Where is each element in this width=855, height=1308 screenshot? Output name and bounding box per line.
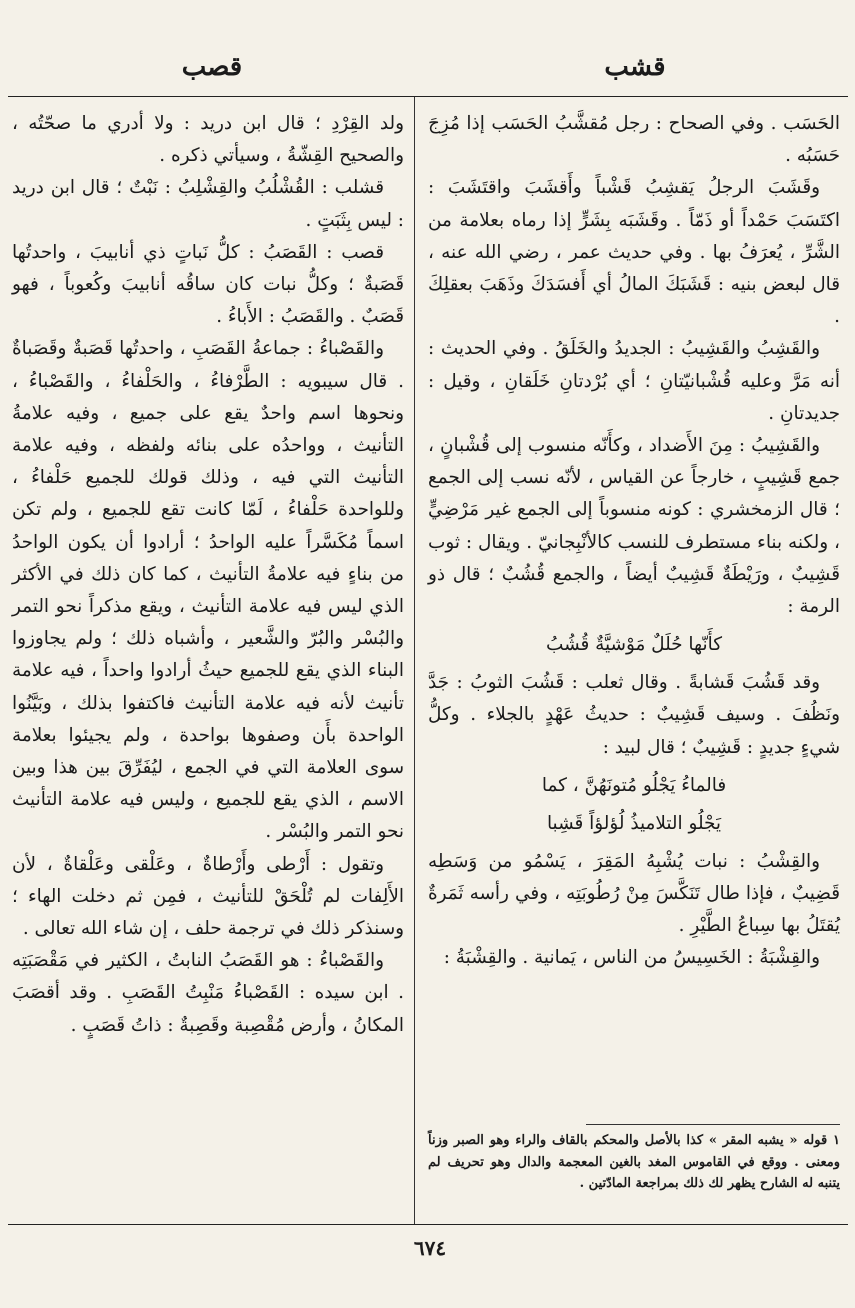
footnote-rule	[586, 1124, 840, 1125]
verse-line: كأَنّها حُلَلٌ مَوْشيَّةٌ قُشُبُ	[546, 634, 722, 656]
header-rule	[8, 96, 848, 97]
paragraph: والقَصْباءُ : هو القَصَبُ النابتُ ، الكثير في مَقْصَبَتِه . ابن سيده : القَصْباءُ مَنْبِتُ القَصَبِ . وقد أقصَبَ المكانُ ، وأرض مُقْصِبة وقَصِبةٌ : ذاتُ قَصَبٍ .	[12, 950, 404, 1036]
paragraph: والقَصْباءُ : جماعةُ القَصَبِ ، واحدتُها قَصَبةٌ وقَصَباةٌ . قال سيبويه : الطَّرْفاءُ ، والحَلْفاءُ ، والقَصْباءُ ، ونحوها اسم واحدٌ يقع على جميع ، وفيه علامةُ التأنيث ، وواحدُه على بنائه ولفظه ، وفيه علامة التأنيث التي فيه ، وذلك قولك للجميع حَلْفاءُ ، وللواحدة حَلْفاءُ ، لَمّا كانت تقع للجميع ، ولم تكن اسماً مُكَسَّراً عليه الواحدُ ؛ أرادوا أن يكون الواحدُ من بناءٍ فيه علامةُ التأنيث ، كما كان ذلك في الأكثر الذي ليس فيه علامة التأنيث ، ويقع مذكراً نحو التمر والبُسْر والبُرّ والشَّعير ، وأشباه ذلك ؛ ولم يجاوزوا البناء الذي يقع للجميع حيثُ أرادوا واحداً ، فيه علامة تأنيث لأنه فيه علامة التأنيث فاكتفوا بذلك ، وبَيَّنُوا الواحدة بأَن وصفوها بواحدة ، ولم يجيئوا بعلامة سوى العلامة التي في الجمع ، ليُفَرِّقَ بين هذا وبين الاسم ، الذي يقع للجميع ، وليس فيه علامة التأنيث نحو التمر والبُسْر .	[12, 338, 404, 843]
footnote: ١ قوله « يشبه المقر » كذا بالأصل والمحكم بالقاف والراء وهو الصبر وزناً ومعنى . ووقع في القاموس المغد بالغين المعجمة والدال وهو تحريف لم يتنبه له الشارح يظهر لك ذلك بمراجعة المادّتين .	[428, 1133, 840, 1191]
column-divider	[414, 97, 415, 1224]
paragraph: وقَشَبَ الرجلُ يَقشِبُ قَشْباً وأَقشَبَ واقتَشَبَ : اكتَسَبَ حَمْداً أو ذَمّاً . وقَشَبَه بِشَرٍّ إذا رماه بعلامة من الشَّرِّ ، يُعرَفُ بها . وفي حديث عمر ، رضي الله عنه ، قال لبعض بنيه : قَشَبَكَ المالُ أي أَفسَدَكَ وذَهَبَ بعقلِكَ .	[428, 177, 840, 328]
running-head-left: قصب	[181, 52, 243, 82]
verse-line: فالماءُ يَجْلُو مُتونَهُنَّ ، كما	[541, 774, 727, 796]
paragraph: وتقول : أَرْطى وأَرْطاةٌ ، وعَلْقى وعَلْقاةٌ ، لأن الأَلِفات لم تُلْحَقْ للتأنيث ، فمِن ثم دخلت الهاء ؛ وسنذكر ذلك في ترجمة حلف ، إن شاء الله تعالى .	[12, 853, 404, 940]
paragraph: ولد القِرْدِ ؛ قال ابن دريد : ولا أدري ما صحّتُه ، والصحيح القِشّةُ ، وسيأتي ذكره .	[12, 113, 404, 167]
paragraph: الحَسَب . وفي الصحاح : رجل مُقشَّبُ الحَسَب إذا مُزِجَ حَسَبُه .	[428, 113, 840, 167]
paragraph: وقد قَشُبَ قَشابةً . وقال ثعلب : قَشُبَ الثوبُ : جَدَّ ونَظُفَ . وسيف قَشِيبٌ : حديثُ عَهْدٍ بالجلاء . وكلُّ شيءٍ جديدٍ : قَشِيبٌ ؛ قال لبيد :	[428, 672, 840, 758]
paragraph: والقَشِيبُ : مِنَ الأَضداد ، وكأَنّه منسوب إلى قُشْبانٍ ، جمع قَشِيبٍ ، خارجاً عن القياس ، لأنّه نسب إلى الجمع ؛ قال الزمخشري : كونه منسوباً إلى الجمع غير مَرْضِيٍّ ، ولكنه بناء مستطرف للنسب كالأنْبِجانيّ . ويقال : ثوب قَشِيبٌ ، ورَيْطَةٌ قَشِيبٌ أيضاً ، والجمع قُشُبٌ ؛ قال ذو الرمة :	[428, 435, 840, 618]
entry-qashlab: قشلب : القُشْلُبُ والقِشْلِبُ : نَبْتٌ ؛ قال ابن دريد : ليس بِثَبَتٍ .	[12, 177, 404, 231]
left-column	[12, 108, 404, 1042]
paragraph: والقَشِبُ والقَشِيبُ : الجديدُ والخَلَقُ . وفي الحديث : أنه مَرَّ وعليه قُشْبانيّتانِ ؛ أي بُرْدتانِ خَلَقانِ ، وقيل : جديدتانِ .	[428, 338, 840, 424]
page-number: ٦٧٤	[413, 1236, 447, 1260]
verse-line: يَجْلُو التلاميذُ لُؤلؤاً قَشِبا	[546, 812, 722, 834]
footer-rule	[8, 1224, 848, 1225]
paragraph: والقِشْبَةُ : الخَسِيسُ من الناس ، يَمانية . والقِشْبَةُ :	[443, 947, 820, 969]
running-head-right: قشب	[604, 52, 666, 82]
entry-qasab: قصب : القَصَبُ : كلُّ نَباتٍ ذي أنابيبَ ، واحدتُها قَصَبةٌ ؛ وكلُّ نبات كان ساقُه أنابيبَ وكُعوباً ، فهو قَصَبٌ . والقَصَبُ : الأَباءُ .	[12, 241, 404, 328]
paragraph: والقِشْبُ : نبات يُشْبِهُ المَقِرَ ، يَسْمُو من وَسَطِه قَضِيبٌ ، فإذا طال تَنَكَّسَ مِنْ رُطُوبَتِه ، وفي رأسه ثَمَرةٌ يُقتَلُ بها سِباعُ الطَّيْرِ .	[428, 850, 840, 937]
right-column	[428, 108, 840, 975]
